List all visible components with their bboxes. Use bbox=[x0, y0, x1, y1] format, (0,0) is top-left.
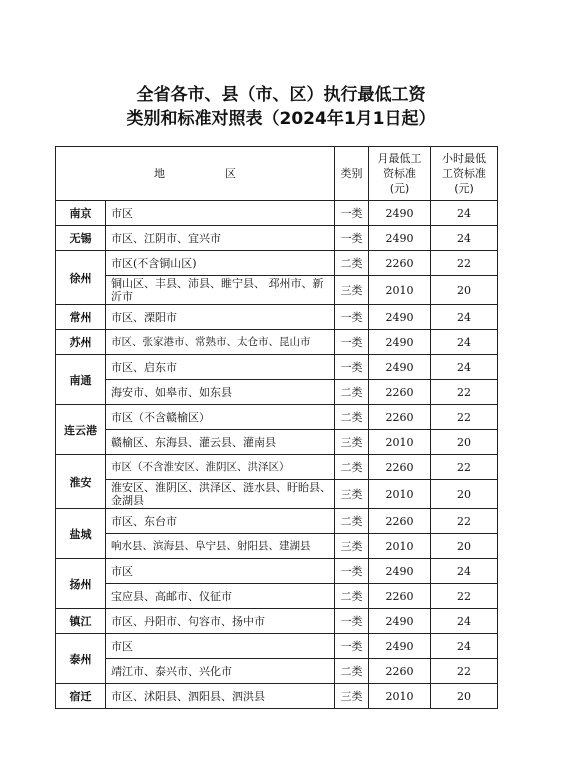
monthly-cell: 2490 bbox=[369, 634, 431, 659]
hourly-cell: 24 bbox=[431, 634, 498, 659]
area-cell: 市区、溧阳市 bbox=[106, 305, 335, 330]
table-row bbox=[56, 330, 498, 355]
table-row bbox=[56, 226, 498, 251]
area-cell: 靖江市、泰兴市、兴化市 bbox=[106, 659, 335, 684]
area-cell: 市区、启东市 bbox=[106, 355, 335, 380]
monthly-cell: 2010 bbox=[369, 276, 431, 305]
hourly-cell: 22 bbox=[431, 584, 498, 609]
city-cell: 淮安 bbox=[56, 455, 106, 509]
table-row bbox=[56, 509, 498, 534]
monthly-cell: 2490 bbox=[369, 559, 431, 584]
monthly-cell: 2260 bbox=[369, 405, 431, 430]
minimum-wage-table bbox=[55, 146, 498, 709]
hourly-cell: 24 bbox=[431, 330, 498, 355]
city-cell: 常州 bbox=[56, 305, 106, 330]
hourly-cell: 20 bbox=[431, 430, 498, 455]
category-cell: 三类 bbox=[335, 480, 369, 509]
category-cell: 一类 bbox=[335, 201, 369, 226]
table-row bbox=[56, 534, 498, 559]
table-row bbox=[56, 251, 498, 276]
category-cell: 二类 bbox=[335, 455, 369, 480]
city-cell: 宿迁 bbox=[56, 684, 106, 709]
header-category: 类别 bbox=[335, 147, 369, 201]
monthly-cell: 2010 bbox=[369, 684, 431, 709]
table-row bbox=[56, 380, 498, 405]
area-cell: 市区 bbox=[106, 634, 335, 659]
table-row bbox=[56, 405, 498, 430]
hourly-cell: 22 bbox=[431, 659, 498, 684]
monthly-cell: 2260 bbox=[369, 455, 431, 480]
city-cell: 泰州 bbox=[56, 634, 106, 684]
area-cell: 市区（不含淮安区、淮阴区、洪泽区） bbox=[106, 455, 335, 480]
category-cell: 二类 bbox=[335, 380, 369, 405]
area-cell: 淮安区、淮阴区、洪泽区、涟水县、盱眙县、金湖县 bbox=[106, 480, 335, 509]
city-cell: 无锡 bbox=[56, 226, 106, 251]
table-row bbox=[56, 305, 498, 330]
monthly-cell: 2260 bbox=[369, 380, 431, 405]
table-row bbox=[56, 659, 498, 684]
table-row bbox=[56, 559, 498, 584]
header-monthly: 月最低工资标准(元) bbox=[369, 147, 431, 201]
category-cell: 一类 bbox=[335, 355, 369, 380]
header-area-char-2: 区 bbox=[225, 167, 236, 180]
document-title-line-1: 全省各市、县（市、区）执行最低工资 bbox=[136, 85, 426, 105]
monthly-cell: 2490 bbox=[369, 305, 431, 330]
category-cell: 三类 bbox=[335, 276, 369, 305]
header-hourly: 小时最低工资标准(元) bbox=[431, 147, 498, 201]
area-cell: 市区（不含赣榆区） bbox=[106, 405, 335, 430]
city-cell: 徐州 bbox=[56, 251, 106, 305]
table-row bbox=[56, 201, 498, 226]
monthly-cell: 2260 bbox=[369, 584, 431, 609]
hourly-cell: 24 bbox=[431, 609, 498, 634]
city-cell: 南通 bbox=[56, 355, 106, 405]
hourly-cell: 22 bbox=[431, 380, 498, 405]
city-cell: 镇江 bbox=[56, 609, 106, 634]
city-cell: 南京 bbox=[56, 201, 106, 226]
document-title-line-2: 类别和标准对照表（2024年1月1日起） bbox=[126, 109, 436, 129]
category-cell: 三类 bbox=[335, 534, 369, 559]
area-cell: 铜山区、丰县、沛县、睢宁县、 邳州市、新沂市 bbox=[106, 276, 335, 305]
hourly-cell: 20 bbox=[431, 480, 498, 509]
hourly-cell: 20 bbox=[431, 534, 498, 559]
table-row bbox=[56, 480, 498, 509]
city-cell: 扬州 bbox=[56, 559, 106, 609]
area-cell: 市区 bbox=[106, 201, 335, 226]
category-cell: 三类 bbox=[335, 430, 369, 455]
category-cell: 二类 bbox=[335, 251, 369, 276]
monthly-cell: 2490 bbox=[369, 355, 431, 380]
table-header-row bbox=[56, 147, 498, 201]
category-cell: 一类 bbox=[335, 330, 369, 355]
hourly-cell: 22 bbox=[431, 509, 498, 534]
monthly-cell: 2260 bbox=[369, 251, 431, 276]
category-cell: 二类 bbox=[335, 509, 369, 534]
area-cell: 市区、丹阳市、句容市、扬中市 bbox=[106, 609, 335, 634]
hourly-cell: 22 bbox=[431, 455, 498, 480]
monthly-cell: 2010 bbox=[369, 480, 431, 509]
city-cell: 盐城 bbox=[56, 509, 106, 559]
table-row bbox=[56, 584, 498, 609]
hourly-cell: 22 bbox=[431, 405, 498, 430]
table-row bbox=[56, 609, 498, 634]
area-cell: 市区、东台市 bbox=[106, 509, 335, 534]
table-row bbox=[56, 276, 498, 305]
area-cell: 市区、沭阳县、泗阳县、泗洪县 bbox=[106, 684, 335, 709]
hourly-cell: 20 bbox=[431, 684, 498, 709]
monthly-cell: 2490 bbox=[369, 226, 431, 251]
category-cell: 二类 bbox=[335, 405, 369, 430]
monthly-cell: 2010 bbox=[369, 430, 431, 455]
city-cell: 苏州 bbox=[56, 330, 106, 355]
category-cell: 一类 bbox=[335, 226, 369, 251]
monthly-cell: 2490 bbox=[369, 609, 431, 634]
monthly-cell: 2260 bbox=[369, 659, 431, 684]
category-cell: 一类 bbox=[335, 609, 369, 634]
category-cell: 三类 bbox=[335, 684, 369, 709]
hourly-cell: 22 bbox=[431, 251, 498, 276]
header-area bbox=[56, 147, 335, 201]
area-cell: 市区(不含铜山区) bbox=[106, 251, 335, 276]
area-cell: 市区、张家港市、常熟市、太仓市、昆山市 bbox=[106, 330, 335, 355]
area-cell: 市区 bbox=[106, 559, 335, 584]
monthly-cell: 2260 bbox=[369, 509, 431, 534]
category-cell: 二类 bbox=[335, 584, 369, 609]
hourly-cell: 24 bbox=[431, 201, 498, 226]
category-cell: 一类 bbox=[335, 305, 369, 330]
monthly-cell: 2490 bbox=[369, 201, 431, 226]
category-cell: 一类 bbox=[335, 634, 369, 659]
area-cell: 市区、江阴市、宜兴市 bbox=[106, 226, 335, 251]
hourly-cell: 24 bbox=[431, 355, 498, 380]
area-cell: 海安市、如皋市、如东县 bbox=[106, 380, 335, 405]
hourly-cell: 24 bbox=[431, 559, 498, 584]
table-row bbox=[56, 684, 498, 709]
area-cell: 赣榆区、东海县、灌云县、灌南县 bbox=[106, 430, 335, 455]
hourly-cell: 24 bbox=[431, 226, 498, 251]
table-row bbox=[56, 355, 498, 380]
category-cell: 二类 bbox=[335, 659, 369, 684]
table-row bbox=[56, 430, 498, 455]
area-cell: 响水县、滨海县、阜宁县、射阳县、建湖县 bbox=[106, 534, 335, 559]
header-area-char-1: 地 bbox=[154, 167, 165, 180]
hourly-cell: 20 bbox=[431, 276, 498, 305]
table-row bbox=[56, 634, 498, 659]
monthly-cell: 2010 bbox=[369, 534, 431, 559]
table-row bbox=[56, 455, 498, 480]
city-cell: 连云港 bbox=[56, 405, 106, 455]
monthly-cell: 2490 bbox=[369, 330, 431, 355]
hourly-cell: 24 bbox=[431, 305, 498, 330]
area-cell: 宝应县、高邮市、仪征市 bbox=[106, 584, 335, 609]
category-cell: 一类 bbox=[335, 559, 369, 584]
